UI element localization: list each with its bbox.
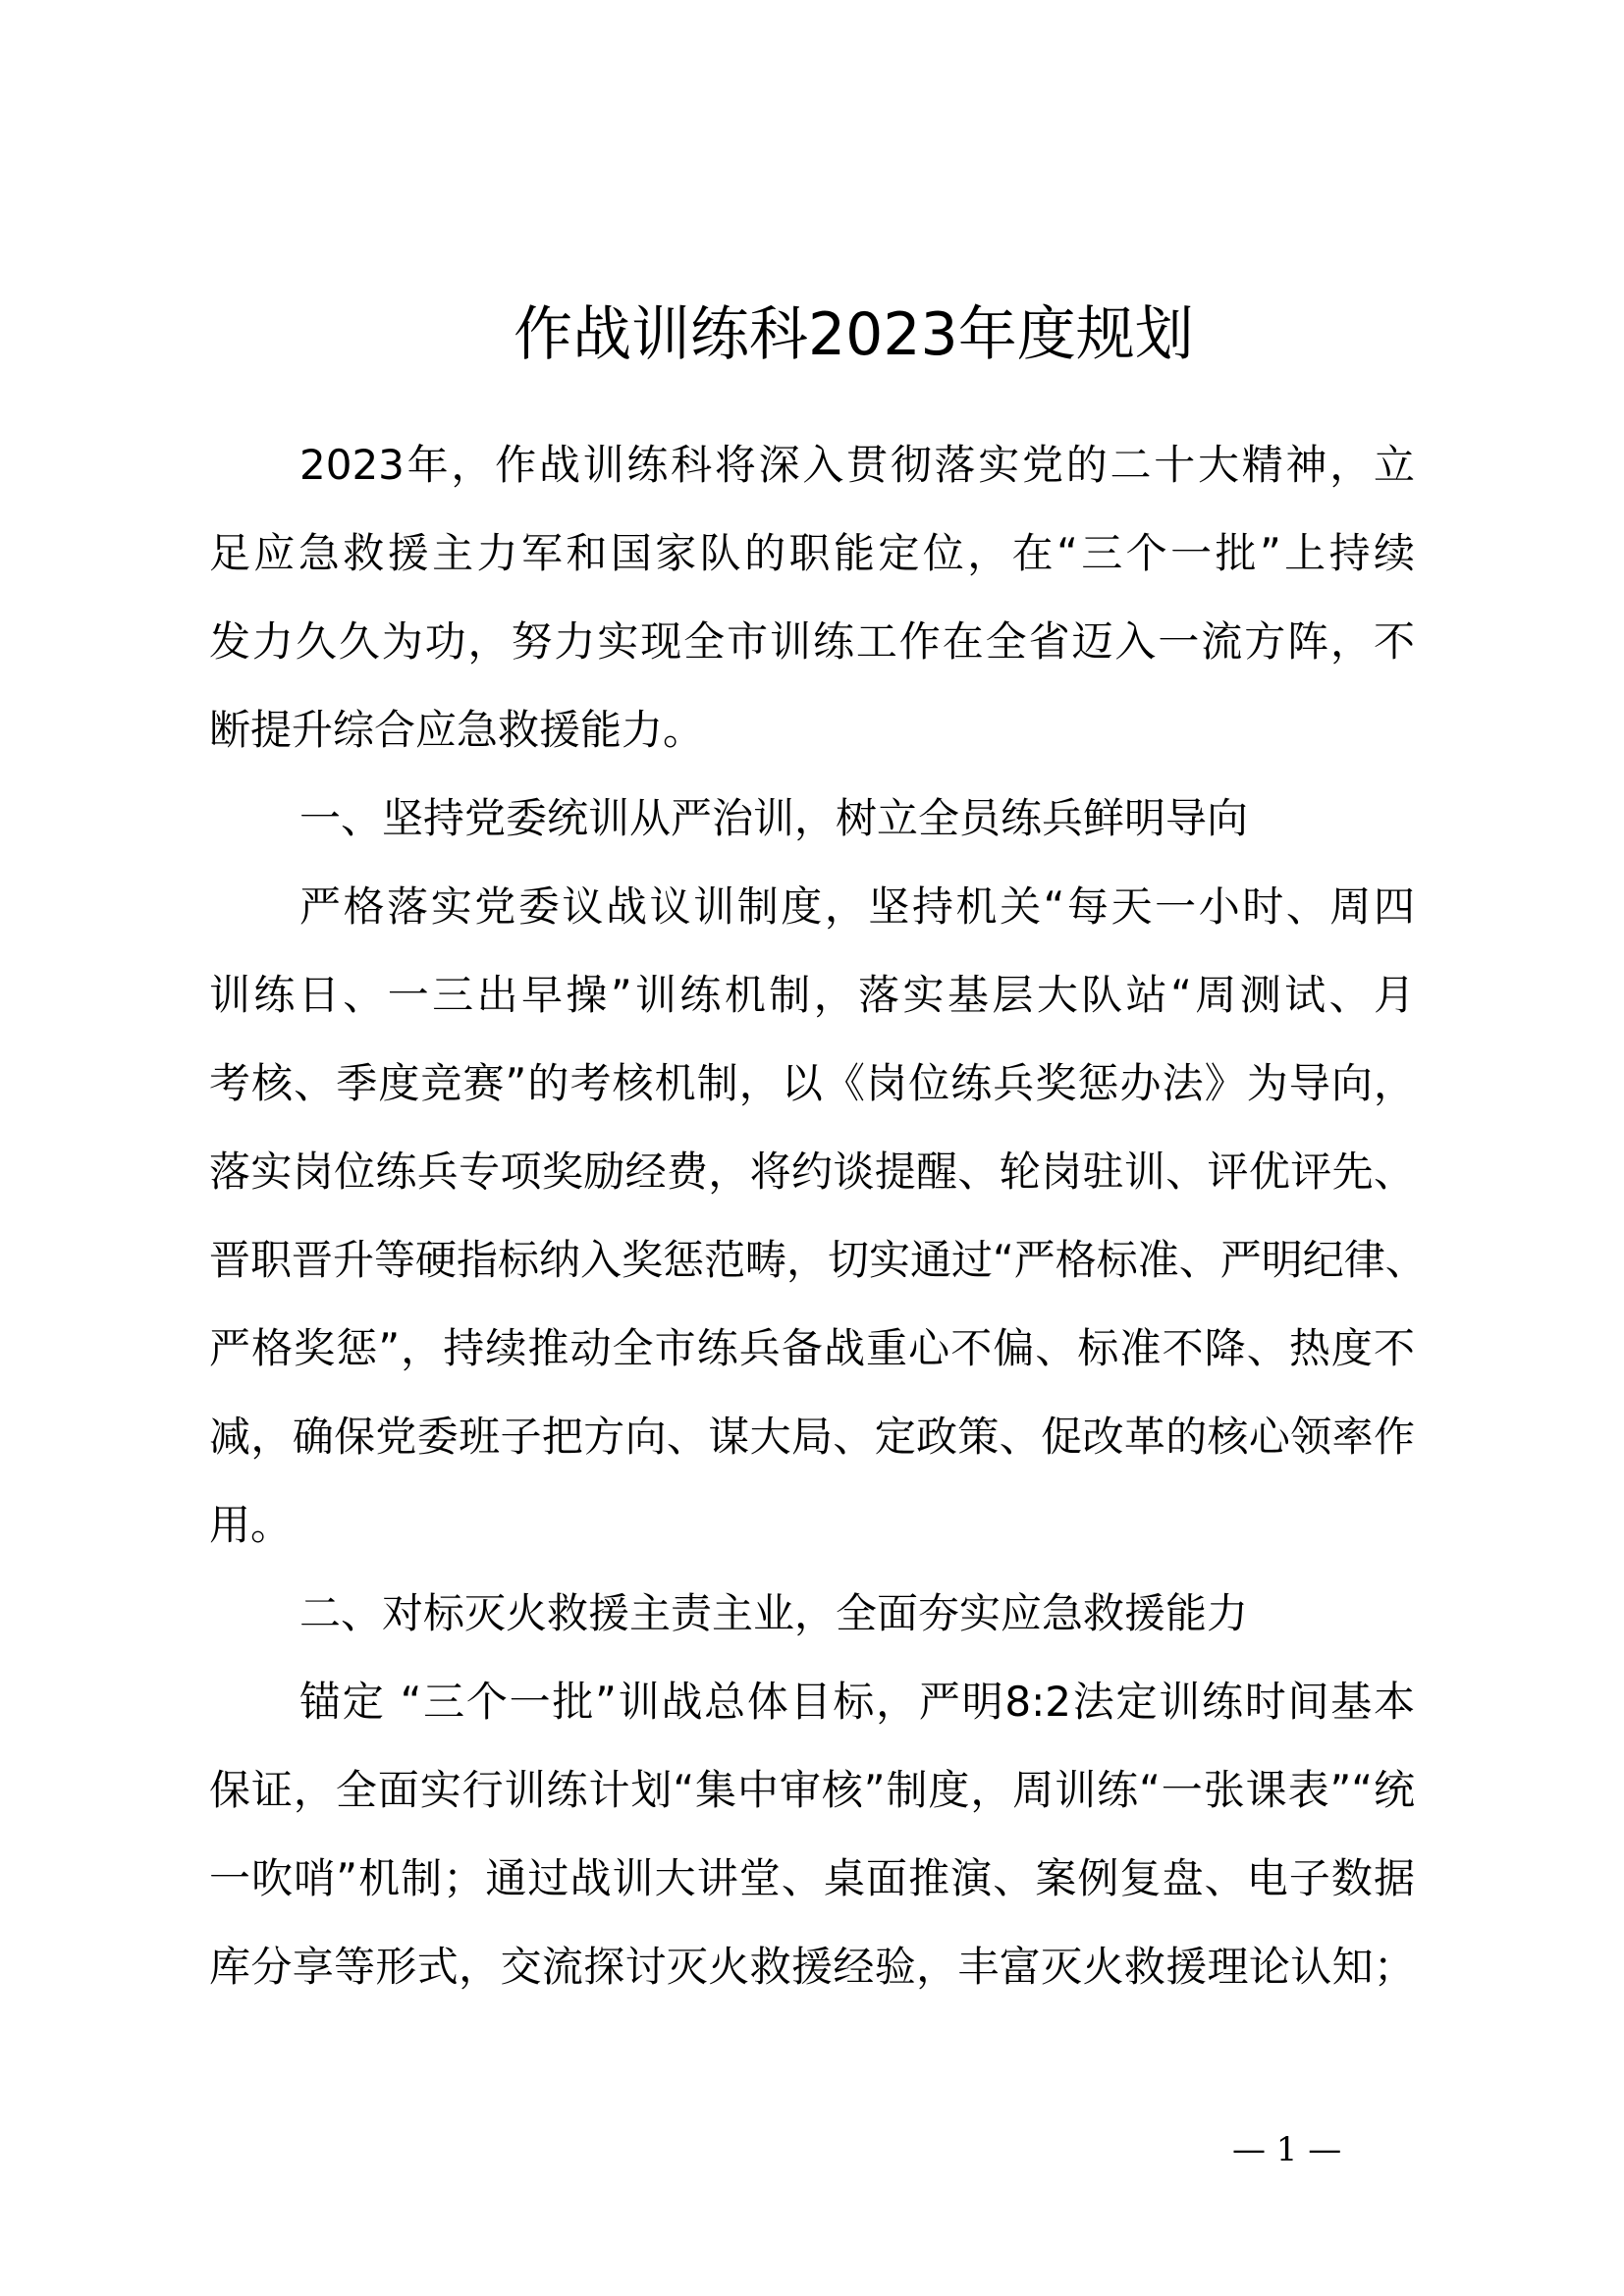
text-line: 严格落实党委议战议训制度，坚持机关“每天一小时、周四 — [299, 882, 1415, 931]
heading-text: 一、坚持党委统训从严治训，树立全员练兵鲜明导向 — [299, 794, 1249, 842]
document-title: 作战训练科2023年度规划 — [514, 300, 1194, 369]
document-body — [209, 421, 1427, 2011]
text-line: 锚定 “三个一批”训战总体目标，严明8:2法定训练时间基本 — [299, 1678, 1415, 1726]
section-heading-1 — [209, 774, 1415, 863]
intro-paragraph — [209, 421, 1415, 774]
text-line: 减，确保党委班子把方向、谋大局、定政策、促改革的核心领率作 — [209, 1413, 1415, 1461]
text-line: 考核、季度竞赛”的考核机制，以《岗位练兵奖惩办法》为导向， — [209, 1059, 1415, 1107]
text-line: 晋职晋升等硬指标纳入奖惩范畴，切实通过“严格标准、严明纪律、 — [209, 1236, 1427, 1284]
section-1-paragraph — [209, 863, 1427, 1570]
text-line: 一吹哨”机制；通过战训大讲堂、桌面推演、案例复盘、电子数据 — [209, 1854, 1415, 1902]
text-line: 足应急救援主力军和国家队的职能定位，在“三个一批”上持续 — [209, 529, 1415, 577]
text-line: 严格奖惩”，持续推动全市练兵备战重心不偏、标准不降、热度不 — [209, 1324, 1415, 1372]
text-line: 保证，全面实行训练计划“集中审核”制度，周训练“一张课表”“统 — [209, 1766, 1415, 1814]
text-line: 发力久久为功，努力实现全市训练工作在全省迈入一流方阵，不 — [209, 617, 1415, 666]
section-heading-2 — [209, 1570, 1415, 1658]
section-2-paragraph — [209, 1658, 1415, 2011]
text-line: 断提升综合应急救援能力。 — [209, 706, 705, 754]
text-line: 用。 — [209, 1501, 293, 1549]
text-line: 落实岗位练兵专项奖励经费，将约谈提醒、轮岗驻训、评优评先、 — [209, 1148, 1415, 1196]
text-line: 库分享等形式，交流探讨灭火救援经验，丰富灭火救援理论认知； — [209, 1943, 1415, 1991]
heading-text: 二、对标灭火救援主责主业，全面夯实应急救援能力 — [299, 1589, 1249, 1637]
page-number: — 1 — — [1232, 2130, 1342, 2169]
text-line: 训练日、一三出早操”训练机制，落实基层大队站“周测试、月 — [209, 971, 1415, 1019]
text-line: 2023年，作战训练科将深入贯彻落实党的二十大精神，立 — [299, 441, 1415, 489]
